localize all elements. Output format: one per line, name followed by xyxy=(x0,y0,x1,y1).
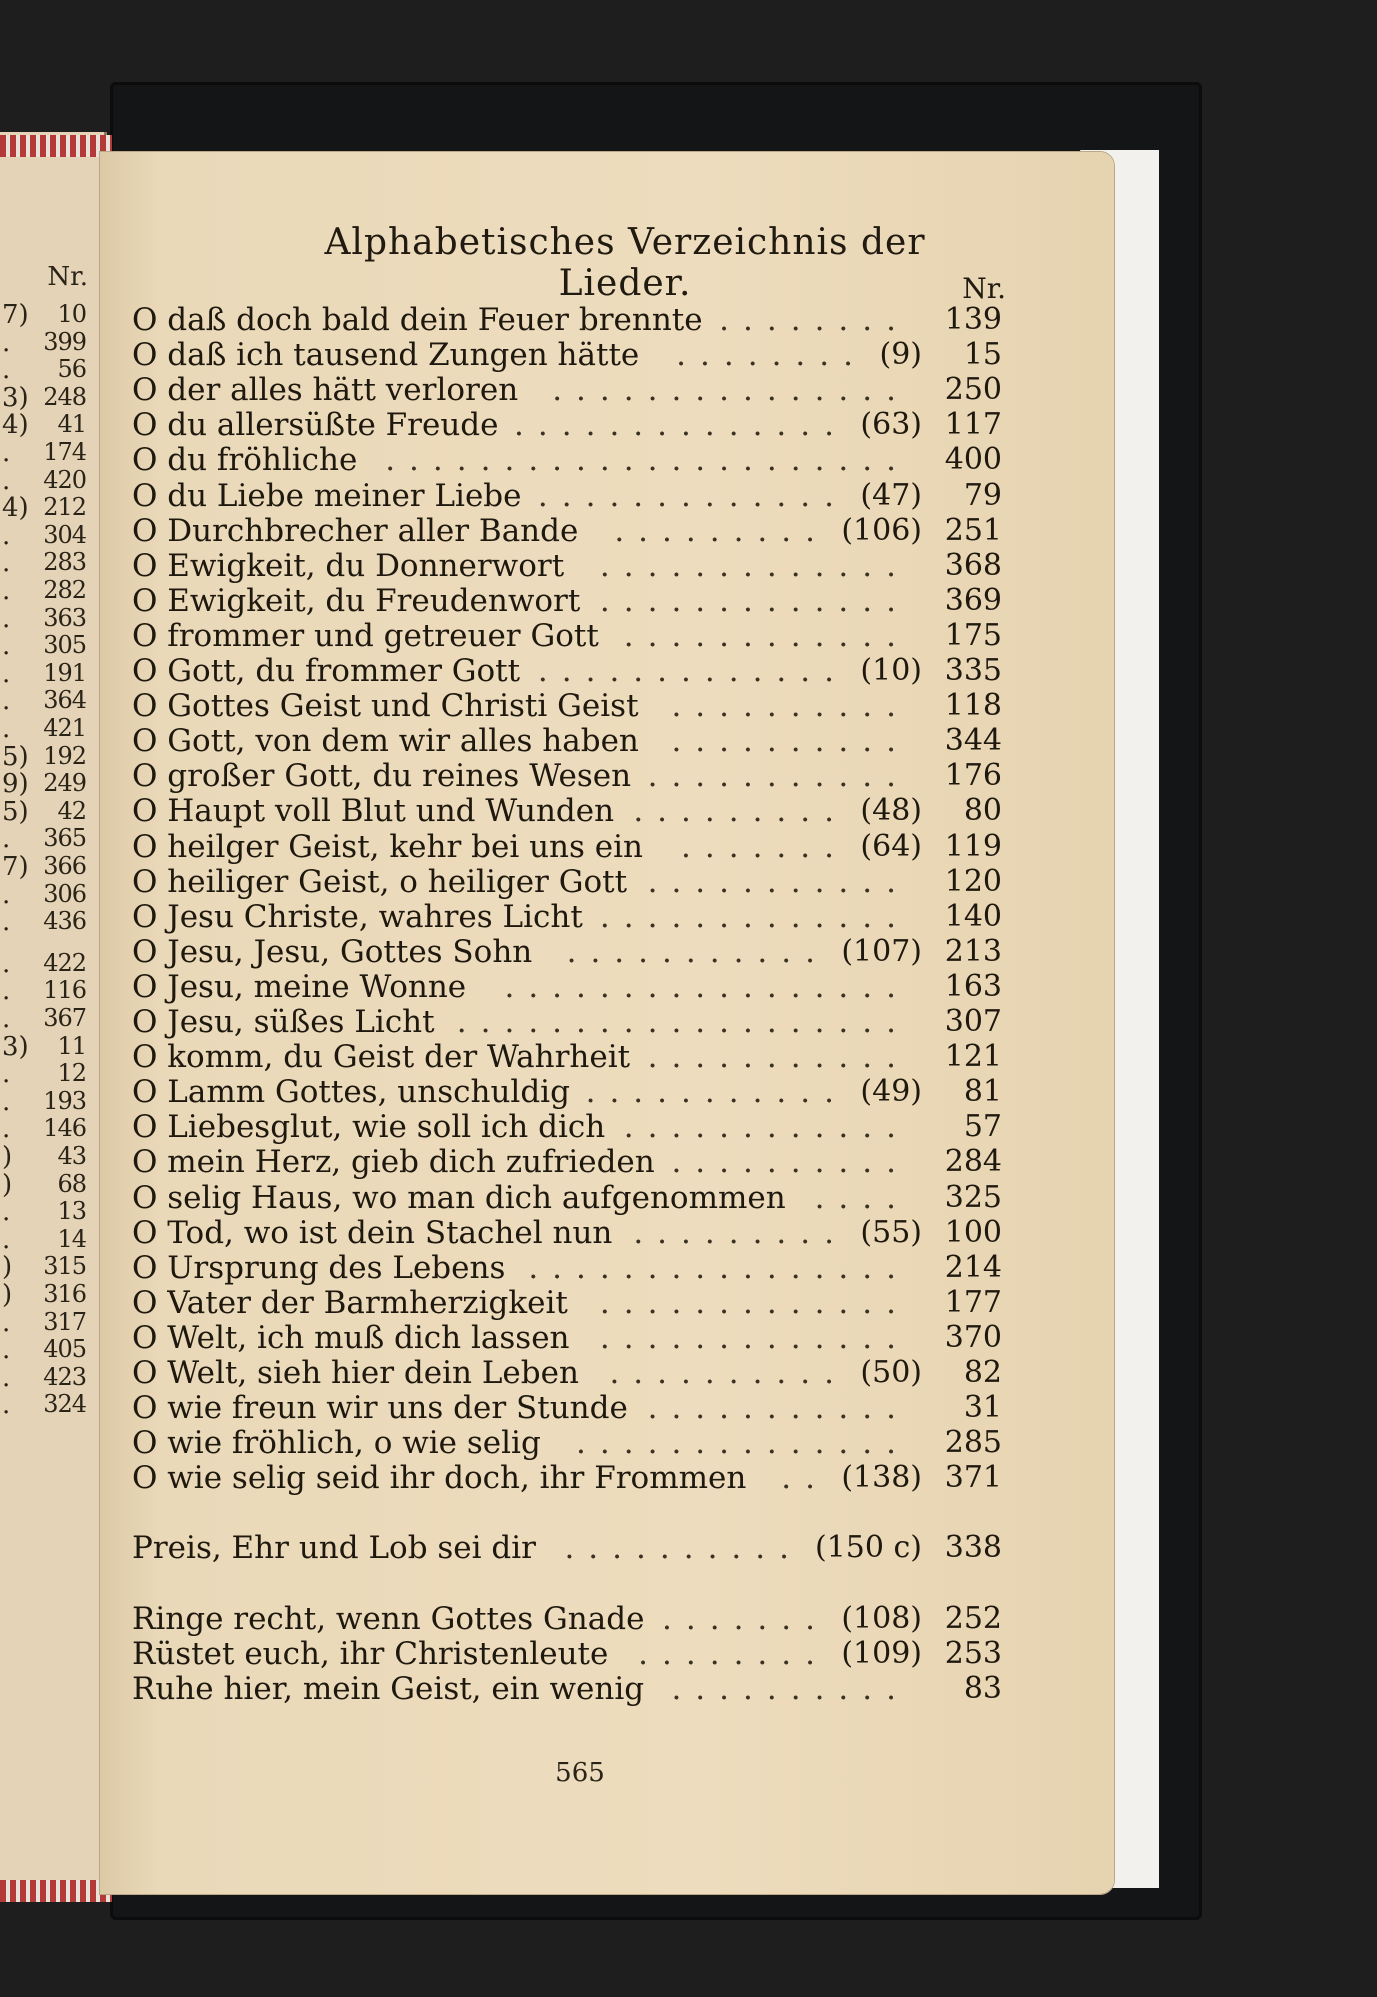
leader-dots: ................... xyxy=(456,1004,910,1040)
left-page-row-number: 306 xyxy=(43,879,86,908)
left-page-row-number: 212 xyxy=(43,493,86,522)
left-page-row-number: 324 xyxy=(43,1390,86,1419)
list-item xyxy=(132,478,1002,513)
left-page-row-ref: ) xyxy=(2,1142,13,1172)
list-item xyxy=(132,899,1002,934)
list-item xyxy=(132,934,1002,969)
left-page-row-number: 282 xyxy=(43,576,86,604)
leader-dots: .......... xyxy=(671,1144,910,1181)
left-page-row-ref: . xyxy=(2,879,11,910)
leader-dots: ............. xyxy=(599,582,910,619)
list-item xyxy=(132,1636,1002,1671)
leader-dots: ........... xyxy=(585,1074,848,1111)
left-page-row-ref: . xyxy=(2,1390,11,1421)
list-item xyxy=(132,1530,1002,1565)
leader-dots: ............. xyxy=(599,547,910,584)
left-page-row-number: 367 xyxy=(43,1004,86,1032)
hymn-number: 371 xyxy=(944,1460,1002,1496)
hymn-reference: (108) xyxy=(841,1600,922,1636)
left-page-row-ref: 4) xyxy=(2,410,29,441)
hymn-first-line: O Vater der Barmherzigkeit xyxy=(132,1284,568,1321)
leader-dots: .... xyxy=(814,1179,910,1216)
hymn-reference: (50) xyxy=(860,1355,922,1390)
list-item xyxy=(132,1074,1002,1109)
hymn-number: 31 xyxy=(963,1390,1002,1426)
leader-dots: ............ xyxy=(623,1109,910,1146)
list-item xyxy=(132,583,1002,618)
leader-dots: ................ xyxy=(528,1249,910,1286)
left-page-row-ref: . xyxy=(2,686,11,717)
hymn-number: 250 xyxy=(944,372,1002,408)
left-page-row-ref: 5) xyxy=(2,796,29,827)
left-page-row-number: 68 xyxy=(57,1169,86,1198)
hymn-number: 79 xyxy=(963,477,1002,513)
list-item xyxy=(132,1320,1002,1355)
hymn-number: 119 xyxy=(944,828,1002,864)
hymn-number: 252 xyxy=(944,1600,1002,1636)
left-page-row-ref: . xyxy=(2,438,11,468)
list-item xyxy=(132,1285,1002,1320)
hymn-first-line: Ruhe hier, mein Geist, ein wenig xyxy=(132,1670,645,1707)
left-page-row-ref: 9) xyxy=(2,769,29,800)
list-item xyxy=(132,1671,1002,1706)
left-page-row-number: 366 xyxy=(43,852,86,880)
list-item xyxy=(132,618,1002,653)
left-page-row-number: 363 xyxy=(43,603,86,632)
hymn-number: 214 xyxy=(944,1249,1002,1285)
list-item xyxy=(132,758,1002,793)
list-item xyxy=(132,864,1002,899)
left-page-row-ref: . xyxy=(2,1059,11,1090)
left-page-row-ref: . xyxy=(2,1362,11,1393)
left-page-row-ref: . xyxy=(2,1086,11,1117)
left-page-row-ref: 4) xyxy=(2,493,29,524)
hymn-first-line: O großer Gott, du reines Wesen xyxy=(132,758,632,795)
leader-dots: ................. xyxy=(504,968,910,1005)
hymn-first-line: O wie selig seid ihr doch, ihr Frommen xyxy=(132,1460,747,1497)
list-item xyxy=(132,1004,1002,1039)
left-page-row-number: 399 xyxy=(43,327,86,356)
left-page-row-number: 13 xyxy=(57,1197,86,1226)
hymn-reference: (109) xyxy=(841,1635,922,1671)
hymn-first-line: O Durchbrecher aller Bande xyxy=(132,512,579,549)
left-page-row-number: 422 xyxy=(43,948,86,977)
hymn-number: 140 xyxy=(944,898,1002,934)
hymn-number: 284 xyxy=(944,1144,1002,1180)
hymn-number: 81 xyxy=(963,1074,1002,1110)
left-page-row-ref: . xyxy=(2,658,11,689)
leader-dots: ........... xyxy=(647,1390,910,1427)
hymn-first-line: O Ewigkeit, du Freudenwort xyxy=(132,582,581,619)
left-page-row-ref: . xyxy=(2,714,11,744)
left-page-row-ref: ) xyxy=(2,1252,13,1283)
hymn-number: 163 xyxy=(944,968,1002,1004)
left-page-row-number: 191 xyxy=(43,658,86,687)
leader-dots: .......... xyxy=(609,1355,848,1391)
list-item xyxy=(132,442,1002,477)
list-item xyxy=(132,653,1002,688)
left-page-row-ref: . xyxy=(2,355,11,386)
hymn-first-line: O frommer und getreuer Gott xyxy=(132,617,599,654)
hymn-first-line: O Welt, ich muß dich lassen xyxy=(132,1319,570,1356)
left-page-row-number: 192 xyxy=(43,741,86,770)
left-page-row-ref: . xyxy=(2,465,11,496)
leader-dots: ............... xyxy=(552,372,910,409)
hymn-first-line: O Lamm Gottes, unschuldig xyxy=(132,1074,570,1111)
left-page-row-ref: . xyxy=(2,548,11,579)
hymn-first-line: O Liebesglut, wie soll ich dich xyxy=(132,1109,606,1146)
leader-dots: ............. xyxy=(537,477,848,514)
hymn-number: 83 xyxy=(963,1670,1002,1706)
hymn-number: 118 xyxy=(944,688,1002,724)
hymn-first-line: O der alles hätt verloren xyxy=(132,372,519,409)
left-page-row-number: 14 xyxy=(57,1224,86,1253)
leader-dots: .......... xyxy=(564,1530,803,1567)
hymn-first-line: O Haupt voll Blut und Wunden xyxy=(132,793,615,830)
hymn-reference: (47) xyxy=(860,477,922,513)
leader-dots: ...................... xyxy=(385,442,910,479)
left-page-row-number: 43 xyxy=(57,1142,86,1170)
left-page-row-ref: . xyxy=(2,603,11,634)
hymn-number: 251 xyxy=(944,512,1002,548)
left-page-row-number: 315 xyxy=(43,1252,86,1281)
leader-dots: ............. xyxy=(537,653,848,689)
left-page-row-ref: . xyxy=(2,907,11,938)
left-page-row-number: 12 xyxy=(57,1059,86,1088)
left-page-row-number: 304 xyxy=(43,520,86,549)
list-item xyxy=(132,1109,1002,1144)
left-page-row-ref: . xyxy=(2,1004,11,1034)
left-page-row-ref: . xyxy=(2,1307,11,1338)
leader-dots: ............. xyxy=(599,898,910,935)
leader-dots: ......... xyxy=(633,1214,848,1251)
leader-dots: ........... xyxy=(647,863,910,900)
hymn-reference: (55) xyxy=(860,1214,922,1250)
hymn-number: 139 xyxy=(944,302,1002,337)
list-item xyxy=(132,1215,1002,1250)
hymn-reference: (9) xyxy=(879,337,922,373)
left-page-row-number: 317 xyxy=(43,1307,86,1336)
hymn-first-line: O wie freun wir uns der Stunde xyxy=(132,1390,628,1427)
left-page-row-number: 420 xyxy=(43,465,86,494)
leader-dots: ............ xyxy=(623,617,910,654)
left-page-row-ref: 3) xyxy=(2,382,29,413)
list-item xyxy=(132,969,1002,1004)
left-page-row-number: 56 xyxy=(57,355,86,384)
left-page-row-ref: . xyxy=(2,1224,11,1255)
left-page-row-ref: ) xyxy=(2,1280,13,1310)
hymn-number: 338 xyxy=(944,1530,1002,1566)
leader-dots: ....... xyxy=(662,1600,829,1637)
left-page-row-number: 423 xyxy=(43,1362,86,1391)
hymn-number: 117 xyxy=(944,407,1002,443)
list-item xyxy=(132,1355,1002,1390)
hymn-first-line: O Jesu, meine Wonne xyxy=(132,968,467,1005)
left-page-row-number: 11 xyxy=(57,1031,86,1060)
hymn-reference: (49) xyxy=(860,1074,922,1110)
left-page-row-number: 283 xyxy=(43,548,86,577)
left-page-row-ref: . xyxy=(2,824,11,855)
hymn-number: 253 xyxy=(944,1635,1002,1671)
leader-dots: ........ xyxy=(638,1635,829,1672)
list-item xyxy=(132,723,1002,758)
leader-dots: .......... xyxy=(671,1670,910,1707)
hymn-number: 400 xyxy=(944,442,1002,478)
leader-dots: ....... xyxy=(681,828,848,865)
left-page-row-ref: 7) xyxy=(2,852,29,882)
left-page-row-ref: . xyxy=(2,520,11,551)
hymn-number: 368 xyxy=(944,547,1002,583)
hymn-first-line: O du fröhliche xyxy=(132,442,358,479)
left-page-row-number: 365 xyxy=(43,824,86,853)
hymn-number: 100 xyxy=(944,1214,1002,1250)
hymn-first-line: O Jesu Christe, wahres Licht xyxy=(132,898,583,935)
leader-dots: ......... xyxy=(633,793,848,830)
hymn-first-line: O daß ich tausend Zungen hätte xyxy=(132,337,640,374)
hymn-number: 121 xyxy=(944,1039,1002,1075)
left-page-header: Nr. xyxy=(47,262,88,292)
book-ribbon-top xyxy=(0,135,112,157)
left-page-row-ref: . xyxy=(2,1114,11,1145)
leader-dots: ........ xyxy=(676,337,867,374)
hymn-first-line: O mein Herz, gieb dich zufrieden xyxy=(132,1144,655,1181)
left-page-row-number: 249 xyxy=(43,769,86,798)
left-page-row-number: 316 xyxy=(43,1280,86,1308)
hymn-first-line: O du Liebe meiner Liebe xyxy=(132,477,522,514)
leader-dots: .......... xyxy=(671,723,910,760)
hymn-first-line: O Gott, von dem wir alles haben xyxy=(132,723,639,760)
hymn-first-line: O daß doch bald dein Feuer brennte xyxy=(132,302,703,338)
list-item xyxy=(132,407,1002,442)
hymn-number: 213 xyxy=(944,933,1002,969)
list-item xyxy=(132,548,1002,583)
right-page xyxy=(100,152,1114,1894)
leader-dots: .............. xyxy=(576,1425,910,1462)
leader-dots: ........... xyxy=(647,1039,910,1076)
hymn-reference: (64) xyxy=(860,828,922,864)
left-page-row-number: 405 xyxy=(43,1335,86,1364)
hymn-first-line: O Jesu, Jesu, Gottes Sohn xyxy=(132,933,533,970)
list-item xyxy=(132,829,1002,864)
left-page-column xyxy=(0,132,104,1882)
hymn-number: 15 xyxy=(963,337,1002,373)
left-page-row-number: 421 xyxy=(43,714,86,742)
hymn-reference: (106) xyxy=(841,512,922,548)
hymn-first-line: O Welt, sieh hier dein Leben xyxy=(132,1355,579,1391)
page-number: 565 xyxy=(555,1758,605,1788)
left-page-row-number: 10 xyxy=(57,300,86,328)
hymn-number: 120 xyxy=(944,863,1002,899)
hymn-first-line: O heilger Geist, kehr bei uns ein xyxy=(132,828,644,865)
hymn-first-line: Rüstet euch, ihr Christenleute xyxy=(132,1635,609,1672)
left-page-row-ref: . xyxy=(2,576,11,606)
hymn-first-line: Ringe recht, wenn Gottes Gnade xyxy=(132,1600,645,1637)
hymn-reference: (138) xyxy=(841,1460,922,1496)
left-page-row-number: 174 xyxy=(43,438,86,466)
hymn-first-line: O Ewigkeit, du Donnerwort xyxy=(132,547,565,584)
left-page-row-number: 248 xyxy=(43,382,86,411)
leader-dots: ............. xyxy=(599,1319,910,1356)
left-page-row-number: 305 xyxy=(43,631,86,660)
leader-dots: ........... xyxy=(566,933,829,970)
hymn-number: 177 xyxy=(944,1284,1002,1320)
left-page-row-ref: . xyxy=(2,948,11,979)
hymn-number: 80 xyxy=(963,793,1002,829)
hymn-first-line: O Gottes Geist und Christi Geist xyxy=(132,688,639,725)
book-ribbon-bottom xyxy=(0,1880,112,1902)
column-header-nr: Nr. xyxy=(962,272,1006,305)
list-item xyxy=(132,1425,1002,1460)
hymn-number: 370 xyxy=(944,1319,1002,1355)
list-item xyxy=(132,1601,1002,1636)
left-page-row-number: 116 xyxy=(43,976,86,1005)
left-page-row-number: 146 xyxy=(43,1114,86,1143)
hymn-number: 307 xyxy=(944,1004,1002,1039)
list-item xyxy=(132,1144,1002,1179)
list-item xyxy=(132,1039,1002,1074)
hymn-first-line: Preis, Ehr und Lob sei dir xyxy=(132,1530,536,1567)
left-page-row-ref: ) xyxy=(2,1169,13,1200)
list-item xyxy=(132,372,1002,407)
left-page-row-ref: . xyxy=(2,1197,11,1228)
leader-dots: ......... xyxy=(614,512,829,549)
leader-dots: .. xyxy=(781,1460,829,1497)
hymn-reference: (150 c) xyxy=(814,1530,922,1566)
hymn-first-line: O heiliger Geist, o heiliger Gott xyxy=(132,863,628,900)
hymn-reference: (10) xyxy=(860,653,922,688)
left-page-row xyxy=(0,907,100,941)
leader-dots: .......... xyxy=(671,688,910,725)
left-page-row-ref: 5) xyxy=(2,741,29,772)
hymn-first-line: O wie fröhlich, o wie selig xyxy=(132,1425,541,1462)
list-item xyxy=(132,1460,1002,1495)
hymn-first-line: O Gott, du frommer Gott xyxy=(132,653,521,689)
hymn-first-line: O du allersüßte Freude xyxy=(132,407,499,444)
left-page xyxy=(0,132,107,1882)
leader-dots: ............. xyxy=(599,1284,910,1321)
list-item xyxy=(132,337,1002,372)
hymn-number: 344 xyxy=(944,723,1002,759)
hymn-number: 285 xyxy=(944,1425,1002,1461)
left-page-row-ref: 7) xyxy=(2,300,29,330)
leader-dots: .............. xyxy=(514,407,848,444)
hymn-number: 57 xyxy=(963,1109,1002,1145)
left-page-row-ref: 3) xyxy=(2,1031,29,1062)
left-page-row-number: 193 xyxy=(43,1086,86,1115)
hymn-first-line: O Ursprung des Lebens xyxy=(132,1249,506,1286)
left-page-row xyxy=(0,1390,100,1424)
hymn-first-line: O selig Haus, wo man dich aufgenommen xyxy=(132,1179,786,1216)
left-page-row-ref: . xyxy=(2,327,11,358)
list-item xyxy=(132,302,1002,337)
hymn-first-line: O Jesu, süßes Licht xyxy=(132,1004,435,1040)
list-item xyxy=(132,793,1002,828)
left-page-row-ref: . xyxy=(2,976,11,1007)
hymn-first-line: O komm, du Geist der Wahrheit xyxy=(132,1039,631,1076)
left-page-row-number: 41 xyxy=(57,410,86,439)
list-item xyxy=(132,1390,1002,1425)
hymn-reference: (107) xyxy=(841,933,922,969)
page-title: Alphabetisches Verzeichnis der Lieder. xyxy=(324,222,926,304)
left-page-row-number: 364 xyxy=(43,686,86,715)
hymn-reference: (48) xyxy=(860,793,922,829)
list-item xyxy=(132,513,1002,548)
hymn-first-line: O Tod, wo ist dein Stachel nun xyxy=(132,1214,613,1251)
hymn-reference: (63) xyxy=(860,407,922,443)
left-page-row-number: 436 xyxy=(43,907,86,936)
leader-dots: ........... xyxy=(647,758,910,795)
list-item xyxy=(132,1250,1002,1285)
hymn-number: 175 xyxy=(944,617,1002,653)
list-item xyxy=(132,688,1002,723)
hymn-number: 335 xyxy=(944,653,1002,688)
left-page-row-ref: . xyxy=(2,1335,11,1366)
leader-dots: ........ xyxy=(719,302,910,338)
hymn-number: 325 xyxy=(944,1179,1002,1215)
hymn-number: 176 xyxy=(944,758,1002,794)
left-page-row-ref: . xyxy=(2,631,11,662)
list-item xyxy=(132,1180,1002,1215)
left-page-row-number: 42 xyxy=(57,796,86,825)
hymn-number: 369 xyxy=(944,582,1002,618)
hymn-number: 82 xyxy=(963,1355,1002,1390)
